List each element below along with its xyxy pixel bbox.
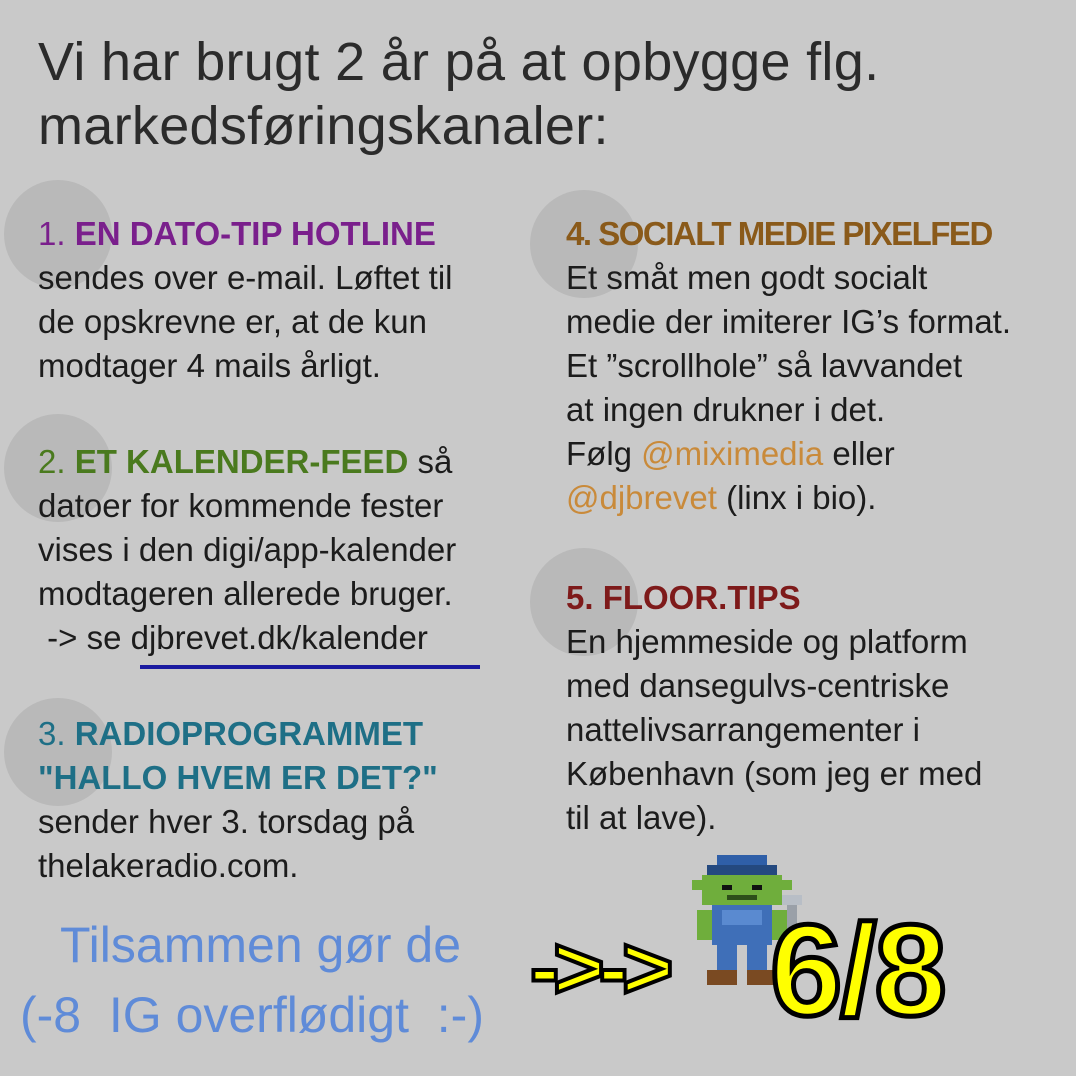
- item-1: [38, 212, 453, 388]
- page-title: [38, 30, 1058, 158]
- item-3: [38, 712, 438, 888]
- calendar-link[interactable]: djbrevet.dk/kalender: [130, 619, 428, 656]
- item-3-heading-2: "HALLO HVEM ER DET?": [38, 759, 438, 796]
- item-1-line-1: sendes over e-mail. Løftet til: [38, 259, 453, 296]
- item-3-line-1: sender hver 3. torsdag på: [38, 803, 415, 840]
- item-4-line-2: medie der imiterer IG’s format.: [566, 303, 1012, 340]
- calendar-link-underline: [140, 665, 480, 669]
- item-3-number: 3.: [38, 715, 66, 752]
- item-4-line-3: Et ”scrollhole” så lavvandet: [566, 347, 963, 384]
- item-2-number: 2.: [38, 443, 66, 480]
- title-line-1: Vi har brugt 2 år på at opbygge flg.: [38, 32, 880, 92]
- item-2-line-2: vises i den digi/app-kalender: [38, 531, 457, 568]
- item-4-line-1: Et småt men godt socialt: [566, 259, 928, 296]
- item-3-line-2: thelakeradio.com.: [38, 847, 299, 884]
- item-4-heading: 4. SOCIALT MEDIE PIXELFED: [566, 215, 992, 252]
- item-2-heading: ET KALENDER-FEED: [74, 443, 409, 480]
- item-4-follow-prefix: Følg: [566, 435, 642, 472]
- djbrevet-handle-link[interactable]: @djbrevet: [566, 479, 717, 516]
- miximedia-handle-link[interactable]: @miximedia: [641, 435, 824, 472]
- item-1-heading: EN DATO-TIP HOTLINE: [74, 215, 436, 252]
- item-5-heading: 5. FLOOR.TIPS: [566, 579, 801, 616]
- item-5: [566, 576, 982, 840]
- item-3-heading-1: RADIOPROGRAMMET: [74, 715, 424, 752]
- score-label: 6/8: [770, 897, 945, 1043]
- item-2-line-3: modtageren allerede bruger.: [38, 575, 453, 612]
- item-2-heading-suffix: så: [408, 443, 453, 480]
- item-1-number: 1.: [38, 215, 66, 252]
- item-4-follow-mid: eller: [823, 435, 895, 472]
- item-2: [38, 440, 456, 660]
- item-4-follow-suffix: (linx i bio).: [716, 479, 877, 516]
- summary-line-2: (-8 IG overflødigt :-): [20, 987, 484, 1043]
- item-5-line-3: nattelivsarrangementer i: [566, 711, 921, 748]
- item-5-line-1: En hjemmeside og platform: [566, 623, 968, 660]
- item-1-line-3: modtager 4 mails årligt.: [38, 347, 381, 384]
- title-line-2: markedsføringskanaler:: [38, 96, 609, 156]
- item-5-line-4: København (som jeg er med: [566, 755, 983, 792]
- item-1-line-2: de opskrevne er, at de kun: [38, 303, 427, 340]
- item-2-link-prefix: -> se: [38, 619, 131, 656]
- item-5-line-5: til at lave).: [566, 799, 717, 836]
- double-arrow: ->->: [530, 918, 668, 1017]
- item-5-line-2: med dansegulvs-centriske: [566, 667, 950, 704]
- item-2-line-1: datoer for kommende fester: [38, 487, 444, 524]
- summary-line-1: Tilsammen gør de: [60, 917, 462, 973]
- item-4: [566, 212, 1011, 520]
- item-4-line-4: at ingen drukner i det.: [566, 391, 886, 428]
